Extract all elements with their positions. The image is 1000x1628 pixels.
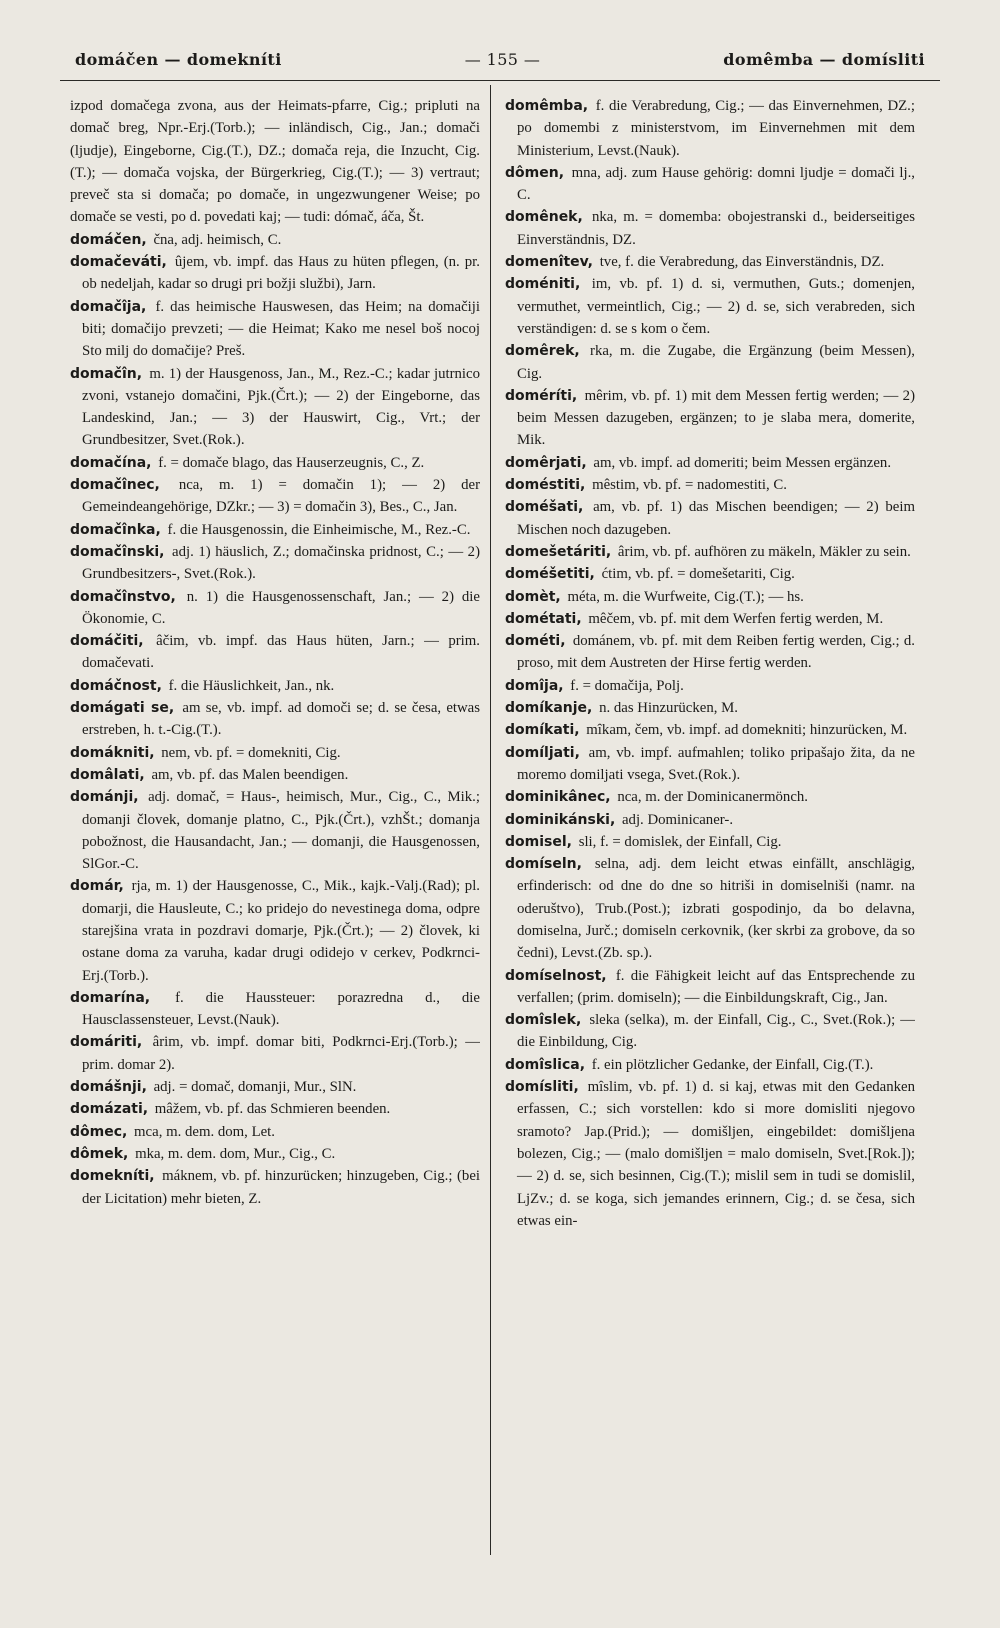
entry-headword: dométati, (505, 610, 582, 627)
dictionary-entry (505, 742, 915, 787)
dictionary-entry (505, 719, 915, 741)
entry-headword: dominikânec, (505, 789, 611, 806)
dictionary-entry (70, 363, 480, 452)
entry-definition: am se, vb. impf. ad domoči se; d. se česa, etwas erstreben, h. t.-Cig.(T.). (82, 700, 480, 739)
dictionary-entry (505, 206, 915, 251)
dictionary-entry (505, 831, 915, 853)
entry-headword: domačînka, (70, 521, 161, 538)
entry-definition: adj. domač, = Haus-, heimisch, Mur., Cig., C., Mik.; domanji človek, domanje platno, C., Pjk.(Črt.), vzhŠt.; domanja pobožnost, die Hausandacht, Jan.; — domanji, die Hausgenossen, SlGor.-C. (82, 789, 480, 873)
dictionary-entry (505, 630, 915, 675)
dictionary-entry (505, 608, 915, 630)
dictionary-entry (505, 697, 915, 719)
dictionary-entry (70, 1143, 480, 1165)
dictionary-entry (70, 987, 480, 1032)
entry-definition: ârim, vb. impf. domar biti, Podkrnci-Erj.(Torb.); — prim. domar 2). (82, 1034, 480, 1073)
entry-headword: domáriti, (70, 1034, 143, 1051)
entry-headword: domîslek, (505, 1012, 582, 1029)
entry-headword: doméšati, (505, 499, 584, 516)
entry-definition: am, vb. pf. 1) das Mischen beendigen; — 2) beim Mischen noch dazugeben. (517, 499, 915, 538)
entry-definition: selna, adj. dem leicht etwas einfällt, anschlägig, erfinderisch: od dne do dne so hitriši in domiselniši (namr. na oderuštvo), Trub.(Post.); izbrati gospodinjo, da bo delavna, domiselna, Jurč.; domiseln cerkovnik, (ker skrbi za grobove, da so čedni), Levst.(Zb. sp.). (517, 856, 915, 962)
entry-definition: f. = domačija, Polj. (570, 677, 684, 694)
dictionary-entry (70, 1031, 480, 1076)
entry-definition: f. die Hausgenossin, die Einheimische, M., Rez.-C. (167, 521, 471, 538)
entry-headword: domačeváti, (70, 254, 167, 271)
entry-definition: dománem, vb. pf. mit dem Reiben fertig werden, Cig.; d. proso, mit dem Austreten der Hirse fertig werden. (517, 633, 915, 672)
dictionary-entry (70, 586, 480, 631)
header-right-guide-words: domêmba — domísliti (723, 50, 925, 69)
entry-headword: domačînec, (70, 477, 160, 494)
dictionary-entry (70, 474, 480, 519)
entry-definition: f. = domače blago, das Hauserzeugnis, C., Z. (158, 454, 425, 471)
dictionary-entry (505, 563, 915, 585)
entry-headword: dômec, (70, 1123, 128, 1140)
dictionary-entry (505, 675, 915, 697)
entry-headword: domágati se, (70, 700, 175, 717)
dictionary-entry (70, 1165, 480, 1210)
entry-definition: mêčem, vb. pf. mit dem Werfen fertig werden, M. (588, 610, 884, 627)
entry-headword: domáčiti, (70, 633, 144, 650)
dictionary-entry (505, 251, 915, 273)
entry-headword: domísliti, (505, 1079, 579, 1096)
entry-definition: nca, m. 1) = domačin 1); — 2) der Gemeindeangehörige, DZkr.; — 3) = domačin 3), Bes., C., Jan. (82, 477, 480, 516)
entry-headword: domêrjati, (505, 454, 587, 471)
entry-definition: čna, adj. heimisch, C. (153, 231, 282, 248)
dictionary-entry (70, 1098, 480, 1120)
entry-headword: domíseln, (505, 856, 582, 873)
entry-headword: domêmba, (505, 98, 589, 114)
entry-headword: domîja, (505, 677, 564, 694)
dictionary-entry (505, 786, 915, 808)
entry-definition: méta, m. die Wurfweite, Cig.(T.); — hs. (567, 588, 804, 605)
dictionary-entry (505, 1076, 915, 1232)
dictionary-entry (505, 474, 915, 496)
entry-headword: doméšetiti, (505, 566, 595, 583)
dictionary-entry (70, 742, 480, 764)
entry-definition: nem, vb. pf. = domekniti, Cig. (161, 744, 341, 761)
dictionary-entry (70, 630, 480, 675)
dictionary-entry (505, 1009, 915, 1054)
dictionary-entry (505, 853, 915, 964)
entry-headword: doméríti, (505, 387, 578, 404)
entry-definition: âčim, vb. impf. das Haus hüten, Jarn.; — prim. domačevati. (82, 633, 480, 672)
right-column (505, 95, 915, 1615)
entry-definition: am, vb. impf. ad domeriti; beim Messen ergänzen. (593, 454, 892, 471)
entry-headword: doméstiti, (505, 477, 586, 494)
entry-headword: domačîja, (70, 298, 147, 315)
entry-definition: mca, m. dem. dom, Let. (134, 1123, 275, 1140)
entry-headword: domáčnost, (70, 677, 162, 694)
entry-definition: máknem, vb. pf. hinzurücken; hinzugeben, Cig.; (bei der Licitation) mehr bieten, Z. (82, 1168, 480, 1207)
entry-definition: sli, f. = domislek, der Einfall, Cig. (578, 833, 782, 850)
entry-definition: f. die Häuslichkeit, Jan., nk. (168, 677, 335, 694)
entry-definition: ûjem, vb. impf. das Haus zu hüten pflegen, (n. pr. ob nedeljah, kadar so drugi pri božji službi), Jarn. (82, 254, 480, 293)
dictionary-entry (70, 251, 480, 296)
entry-headword: domèt, (505, 588, 561, 605)
entry-headword: domačînstvo, (70, 588, 176, 605)
dictionary-entry (505, 1054, 915, 1076)
entry-headword: domenîtev, (505, 254, 593, 271)
entry-definition: am, vb. impf. aufmahlen; toliko pripašajo žita, da ne moremo domiljati vsega, Svet.(Rok.). (517, 744, 915, 783)
dictionary-entry (70, 296, 480, 363)
entry-definition: f. die Fähigkeit leicht auf das Entsprechende zu verfallen; (prim. domiseln); — die Einbildungskraft, Cig., Jan. (517, 967, 915, 1006)
entry-headword: domarína, (70, 989, 151, 1006)
entry-definition: n. 1) die Hausgenossenschaft, Jan.; — 2) die Ökonomie, C. (82, 588, 480, 627)
dictionary-entry (505, 586, 915, 608)
entry-definition: f. die Haussteuer: porazredna d., die Hausclassensteuer, Levst.(Nauk). (82, 989, 480, 1029)
entry-headword: domačína, (70, 454, 152, 471)
dictionary-entry (70, 1121, 480, 1143)
entry-headword: domešetáriti, (505, 543, 612, 560)
entry-headword: domíkati, (505, 722, 580, 739)
dictionary-entry (505, 809, 915, 831)
running-header (75, 50, 925, 69)
entry-headword: dománji, (70, 789, 139, 806)
dictionary-entry (70, 764, 480, 786)
dictionary-entry (70, 875, 480, 986)
entry-headword: domâlati, (70, 766, 145, 783)
entry-headword: domíkanje, (505, 700, 593, 717)
entry-headword: domačînski, (70, 543, 165, 560)
entry-headword: domíljati, (505, 744, 580, 761)
entry-headword: domekníti, (70, 1168, 155, 1185)
entry-headword: domáčen, (70, 231, 147, 248)
entry-headword: dométi, (505, 633, 566, 650)
dictionary-entry (70, 229, 480, 251)
entry-headword: dominikánski, (505, 811, 616, 828)
entry-definition: ârim, vb. pf. aufhören zu mäkeln, Mäkler zu sein. (617, 543, 911, 560)
entry-headword: domíselnost, (505, 967, 607, 984)
page-number: — 155 — (464, 50, 541, 69)
dictionary-entry (70, 675, 480, 697)
entry-definition: f. die Verabredung, Cig.; — das Einvernehmen, DZ.; po domembi z ministerstvom, im Einvernehmen mit dem Ministerium, Levst.(Nauk). (517, 98, 915, 159)
dictionary-entry (70, 519, 480, 541)
dictionary-entry (505, 452, 915, 474)
entry-headword: dômen, (505, 164, 565, 181)
entry-definition: tve, f. die Verabredung, das Einverständnis, DZ. (599, 254, 885, 271)
entry-definition: nca, m. der Dominicanermönch. (617, 789, 808, 806)
entry-definition: izpod domačega zvona, aus der Heimats-pfarre, Cig.; pripluti na domač breg, Npr.-Erj.(Torb.); — inländisch, Cig., Jan.; domači (ljudje), Eingeborne, Cig.(T.), DZ.; domača reja, die Inzucht, Cig.(T.); — domača vojska, der Bürgerkrieg, Cig.(T.); — 3) vertraut; preveč sta si domača; po domače, in ungezwungener Weise; po domače se vesti, po d. povedati kaj; — tudi: dómač, áča, Št. (70, 98, 480, 226)
entry-definition: rka, m. die Zugabe, die Ergänzung (beim Messen), Cig. (517, 343, 915, 382)
entry-headword: domázati, (70, 1101, 149, 1118)
entry-headword: doméniti, (505, 276, 581, 293)
entry-definition: mna, adj. zum Hause gehörig: domni ljudje = domači lj., C. (517, 164, 915, 204)
entry-headword: domêrek, (505, 343, 580, 360)
entry-definition: mîkam, čem, vb. impf. ad domekniti; hinzurücken, M. (586, 722, 908, 739)
dictionary-entry (505, 965, 915, 1010)
entry-definition: adj. 1) häuslich, Z.; domačinska pridnost, C.; — 2) Grundbesitzers-, Svet.(Rok.). (82, 543, 480, 583)
dictionary-entry (505, 541, 915, 563)
dictionary-entry (505, 162, 915, 207)
dictionary-entry (505, 95, 915, 162)
entry-definition: ćtim, vb. pf. = domešetariti, Cig. (601, 566, 795, 583)
entry-definition: mka, m. dem. dom, Mur., Cig., C. (135, 1145, 336, 1162)
entry-headword: domîslica, (505, 1056, 586, 1073)
entry-definition: f. das heimische Hauswesen, das Heim; na domačiji biti; domačijo prevzeti; — die Heimat; Kako me nesel boš nocoj Sto milj do domačije? Preš. (82, 298, 480, 360)
entry-headword: dômek, (70, 1145, 129, 1162)
entry-headword: domákniti, (70, 744, 155, 761)
entry-definition: rja, m. 1) der Hausgenosse, C., Mik., kajk.-Valj.(Rad); pl. domarji, die Hausleute, C.; ko pridejo do nevestinega doma, odpre starejšina vrata in pozdravi domarje, Pjk.(Črt.); — 2) človek, ki ostane doma za varuha, kadar drugi odidejo v cerkev, Podkrnci-Erj.(Torb.). (82, 878, 480, 984)
dictionary-entry (70, 95, 480, 229)
entry-definition: f. ein plötzlicher Gedanke, der Einfall, Cig.(T.). (591, 1056, 874, 1073)
entry-definition: nka, m. = domemba: obojestranski d., beiderseitiges Einverständnis, DZ. (517, 209, 915, 248)
entry-definition: adj. = domač, domanji, Mur., SlN. (153, 1079, 357, 1096)
entry-definition: adj. Dominicaner-. (621, 811, 734, 828)
entry-headword: domačîn, (70, 365, 143, 382)
dictionary-entry (505, 273, 915, 340)
entry-definition: im, vb. pf. 1) d. si, vermuthen, Guts.; domenjen, vermuthet, vermeintlich, Cig.; — 2) d. se, sich verabreden, sich verständigen: d. se s kom o čem. (517, 276, 915, 337)
entry-headword: domár, (70, 878, 124, 895)
header-rule (60, 80, 940, 81)
entry-definition: sleka (selka), m. der Einfall, Cig., C., Svet.(Rok.); — die Einbildung, Cig. (517, 1012, 915, 1051)
dictionary-entry (70, 452, 480, 474)
column-divider (490, 85, 491, 1555)
dictionary-entry (70, 1076, 480, 1098)
dictionary-entry (505, 385, 915, 452)
left-column (70, 95, 480, 1615)
entry-headword: domênek, (505, 209, 583, 226)
entry-definition: mêrim, vb. pf. 1) mit dem Messen fertig werden; — 2) beim Messen dazugeben, ergänzen; to je slaba mera, domerite, Mik. (517, 387, 915, 449)
entry-definition: am, vb. pf. das Malen beendigen. (151, 766, 349, 783)
entry-definition: n. das Hinzurücken, M. (599, 700, 738, 717)
header-left-guide-words: domáčen — domekníti (75, 50, 282, 69)
entry-headword: domisel, (505, 833, 572, 850)
dictionary-entry (505, 496, 915, 541)
entry-definition: mêstim, vb. pf. = nadomestiti, C. (592, 477, 788, 494)
entry-definition: mâžem, vb. pf. das Schmieren beenden. (154, 1101, 391, 1118)
dictionary-entry (70, 541, 480, 586)
entry-definition: m. 1) der Hausgenoss, Jan., M., Rez.-C.; kadar jutrnico zvoni, vstanejo domačini, Pjk.(Črt.); — 2) der Eingeborne, das Landeskind, Jan.; — 3) der Hauswirt, Cig., Vrt.; der Grundbesitzer, Svet.(Rok.). (82, 365, 480, 449)
entry-definition: mîslim, vb. pf. 1) d. si kaj, etwas mit den Gedanken erfassen, C.; sich vorstellen: kdo si more domisliti njegovo sramoto? Jap.(Prid.); — domišljen, eingebildet: domišljena bolezen, Cig.; — (malo domišljen = malo domiseln, Svet.[Rok.]); — 2) d. se, sich besinnen, Cig.(T.); mislil sem in tudi se domislil, LjZv.; d. se koga, sich jemandes erinnern, Cig.; d. se česa, sich etwas ein- (517, 1079, 915, 1229)
dictionary-entry (70, 697, 480, 742)
entry-headword: domášnji, (70, 1079, 147, 1096)
dictionary-entry (505, 340, 915, 385)
dictionary-entry (70, 786, 480, 875)
